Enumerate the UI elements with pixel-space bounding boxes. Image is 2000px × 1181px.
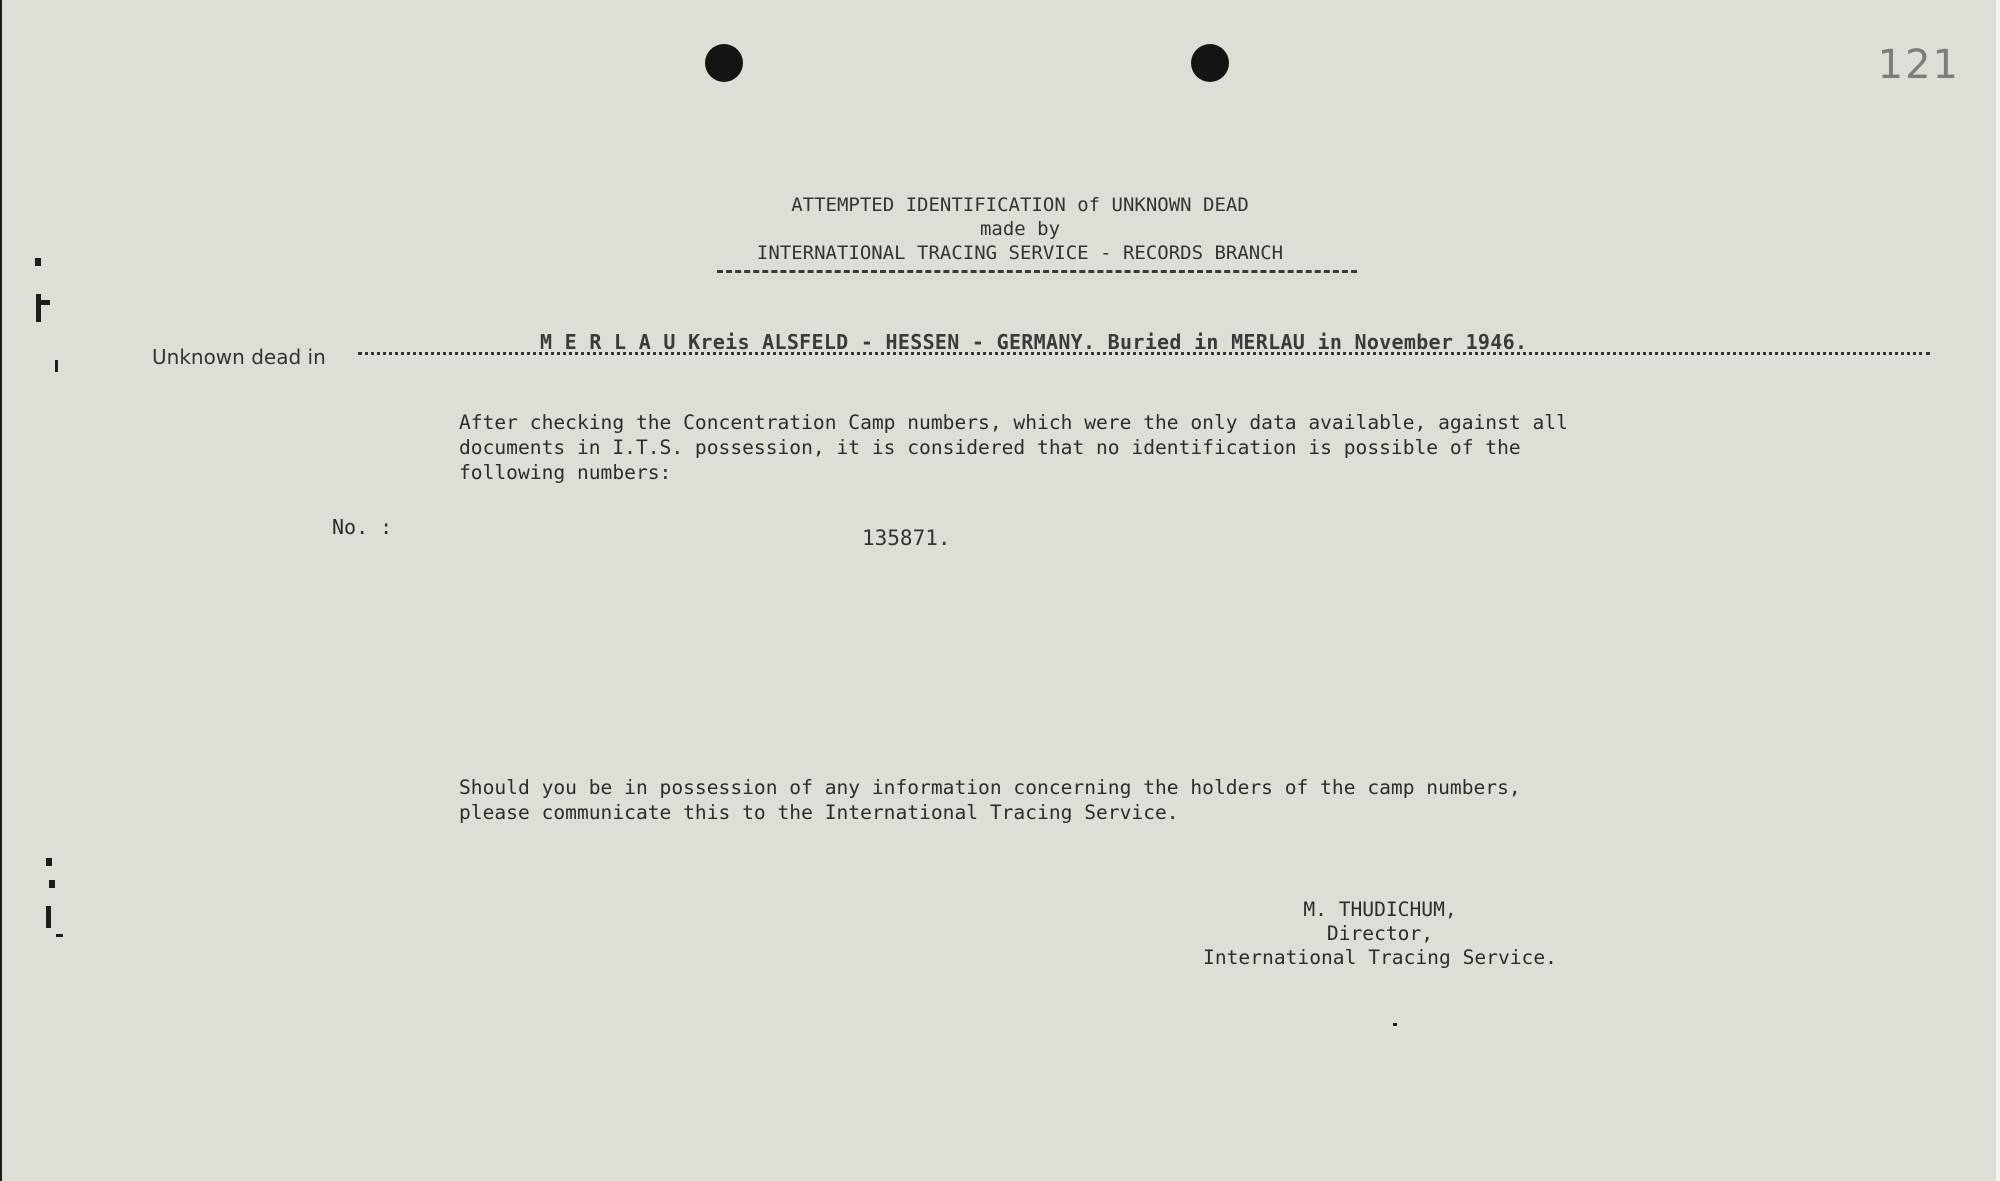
page-number: 121 bbox=[1877, 42, 1960, 88]
camp-number: 135871. bbox=[862, 526, 951, 550]
signatory-name: M. THUDICHUM, bbox=[1303, 898, 1457, 921]
signatory-organization: International Tracing Service. bbox=[1203, 946, 1557, 969]
paragraph-line: documents in I.T.S. possession, it is considered that no identification is possible of the bbox=[459, 436, 1521, 459]
page-edge-left bbox=[0, 0, 2, 1181]
checking-paragraph bbox=[459, 410, 1568, 485]
punch-hole-right bbox=[1191, 44, 1229, 82]
request-paragraph bbox=[459, 775, 1521, 825]
burial-location: M E R L A U Kreis ALSFELD - HESSEN - GERMANY. Buried in MERLAU in November 1946. bbox=[540, 330, 1528, 354]
scan-mark bbox=[49, 880, 55, 888]
signature-block bbox=[1180, 898, 1580, 970]
numbers-label: No. : bbox=[332, 515, 393, 539]
paragraph-line: After checking the Concentration Camp numbers, which were the only data available, against all bbox=[459, 411, 1568, 434]
punch-hole-left bbox=[705, 44, 743, 82]
paragraph-line: please communicate this to the International Tracing Service. bbox=[459, 801, 1179, 824]
scan-mark bbox=[56, 934, 63, 937]
scan-mark bbox=[46, 858, 52, 866]
document-header bbox=[700, 193, 1340, 265]
header-organization: INTERNATIONAL TRACING SERVICE - RECORDS BRANCH bbox=[756, 242, 1284, 264]
scan-mark bbox=[1393, 1023, 1397, 1026]
signatory-title: Director, bbox=[1326, 922, 1434, 945]
paragraph-line: Should you be in possession of any information concerning the holders of the camp numbers, bbox=[459, 776, 1521, 799]
scan-mark bbox=[55, 360, 58, 372]
scan-mark bbox=[35, 258, 41, 266]
header-title: ATTEMPTED IDENTIFICATION of UNKNOWN DEAD bbox=[791, 194, 1249, 216]
scan-mark bbox=[46, 906, 51, 928]
page-edge-right bbox=[1996, 0, 2000, 1181]
paragraph-line: following numbers: bbox=[459, 461, 672, 484]
scan-mark bbox=[41, 300, 50, 305]
header-underline bbox=[717, 270, 1357, 273]
scan-mark bbox=[36, 294, 41, 322]
header-made-by: made by bbox=[979, 218, 1061, 240]
unknown-dead-label: Unknown dead in bbox=[152, 345, 326, 369]
